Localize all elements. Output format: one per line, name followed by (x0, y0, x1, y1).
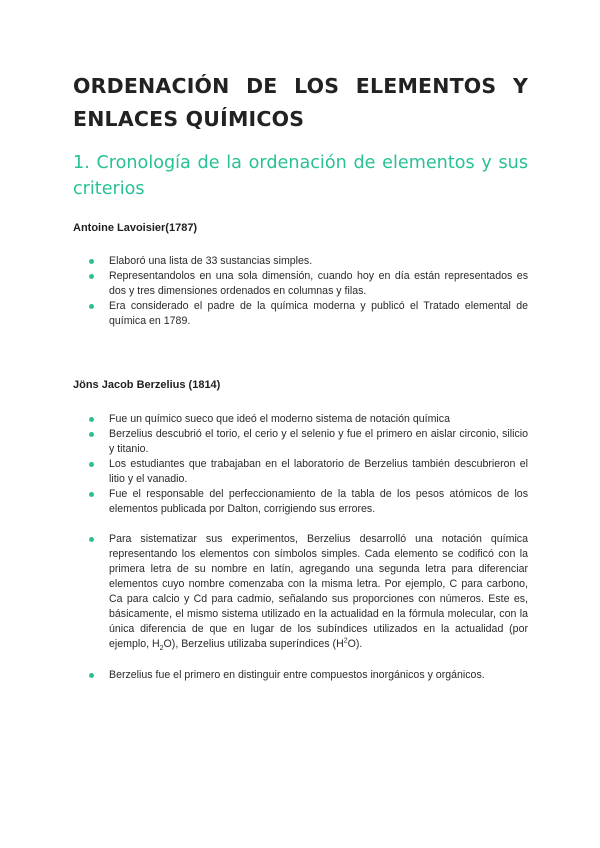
list-item: Fue el responsable del perfeccionamiento de la tabla de los pesos atómicos de los elementos publicada por Dalton, corrigiendo sus errores. (73, 487, 528, 517)
bullet-icon (89, 537, 94, 542)
bullet-icon (89, 673, 94, 678)
list-item: Fue un químico sueco que ideó el moderno sistema de notación química (73, 412, 528, 427)
subscript: 2 (159, 645, 164, 653)
list-item: Los estudiantes que trabajaban en el laboratorio de Berzelius también descubrieron el litio y el vanadio. (73, 457, 528, 487)
list-item: Representandolos en una sola dimensión, cuando hoy en día están representados es dos y tres dimensiones ordenados en columnas y filas. (73, 269, 528, 299)
lavoisier-list (73, 254, 528, 329)
berzelius-list (73, 412, 528, 517)
list-item: Era considerado el padre de la química moderna y publicó el Tratado elemental de química en 1789. (73, 299, 528, 329)
superscript: 2 (343, 637, 348, 645)
list-item: Para sistematizar sus experimentos, Berzelius desarrolló una notación química representando los elementos con símbolos simples. Cada elemento se codificó con la primera letra de su nombre en latín, agregando una segunda letra para diferenciar elementos cuyo nombre comenzaba con la misma letra. Por ejemplo, C para carbono, Ca para calcio y Cd para cadmio, señalando sus proporciones con números. Este es, básicamente, el mismo sistema utilizado en la actualidad en la fórmula molecular, con la única diferencia de que en lugar de los subíndices utilizados en la actualidad (por ejemplo, $H_2O$), Berzelius utilizaba superíndices $(H^2O)$. (73, 532, 528, 652)
bullet-icon (89, 259, 94, 264)
section-heading: 1. Cronología de la ordenación de elementos y sus criterios (73, 153, 528, 199)
lavoisier-heading: Antoine Lavoisier(1787) (73, 222, 198, 234)
list-item: Elaboró una lista de 33 sustancias simples. (73, 254, 528, 269)
bullet-icon (89, 274, 94, 279)
list-item: Berzelius descubrió el torio, el cerio y el selenio y fue el primero en aislar circonio, silicio y titanio. (73, 427, 528, 457)
bullet-icon (89, 492, 94, 497)
bullet-icon (89, 304, 94, 309)
berzelius-heading: Jöns Jacob Berzelius (1814) (73, 379, 221, 391)
berzelius-notation-list (73, 532, 528, 652)
bullet-icon (89, 417, 94, 422)
list-item: Berzelius fue el primero en distinguir entre compuestos inorgánicos y orgánicos. (73, 668, 528, 683)
document-page (73, 70, 528, 683)
document-title: ORDENACIÓN DE LOS ELEMENTOS Y ENLACES QUÍMICOS (73, 74, 528, 131)
berzelius-final-list (73, 668, 528, 683)
bullet-icon (89, 432, 94, 437)
bullet-icon (89, 462, 94, 467)
